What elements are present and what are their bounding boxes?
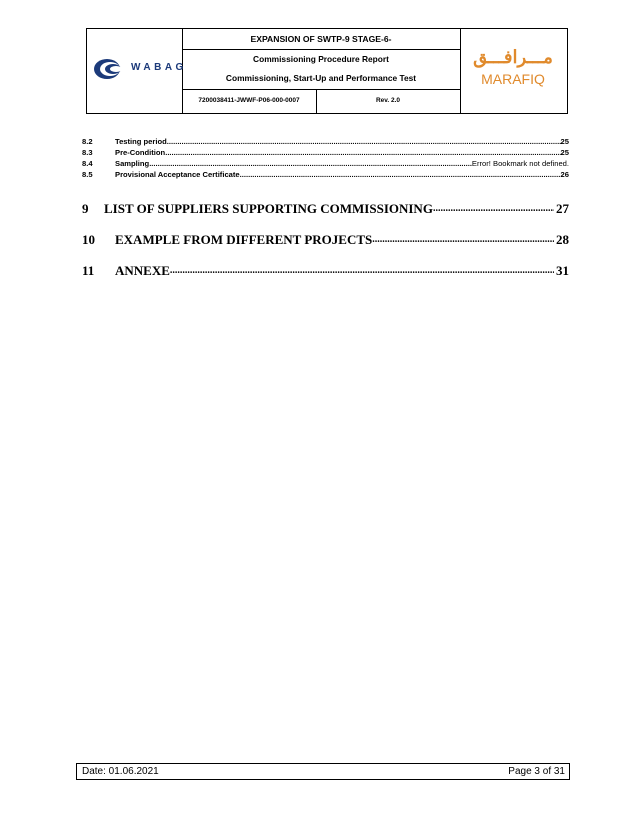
toc-title: Testing period xyxy=(115,137,167,146)
toc-number: 8.3 xyxy=(82,148,93,157)
toc-number: 8.4 xyxy=(82,159,93,168)
page-footer xyxy=(76,763,570,780)
header-divider xyxy=(460,29,461,113)
toc-number: 10 xyxy=(82,232,95,247)
footer-date: Date: 01.06.2021 xyxy=(82,766,159,777)
toc-leader xyxy=(170,263,554,279)
toc-page: 25 xyxy=(560,137,569,146)
toc-leader xyxy=(240,170,561,179)
document-revision: Rev. 2.0 xyxy=(375,97,401,104)
marafiq-logo-text: MARAFIQ xyxy=(481,71,545,87)
toc-page: Error! Bookmark not defined. xyxy=(471,159,569,168)
toc-page: 31 xyxy=(556,263,569,278)
wabag-logo xyxy=(93,57,187,81)
header-divider xyxy=(182,89,460,90)
toc-title: ANNEXE xyxy=(115,263,170,278)
toc-number: 8.5 xyxy=(82,170,93,179)
document-subtitle: Commissioning Procedure Report xyxy=(253,54,389,64)
toc-title: EXAMPLE FROM DIFFERENT PROJECTS xyxy=(115,232,373,247)
header-divider xyxy=(182,49,460,50)
toc-entry[interactable] xyxy=(82,159,569,170)
toc-title: Pre-Condition xyxy=(115,148,166,157)
toc-entry[interactable] xyxy=(82,263,569,279)
toc-page: 26 xyxy=(560,170,569,179)
toc-entry[interactable] xyxy=(82,137,569,148)
wabag-logo-text: WABAG xyxy=(131,62,187,73)
toc-page: 25 xyxy=(560,148,569,157)
toc-entry[interactable] xyxy=(82,148,569,159)
toc-leader xyxy=(167,137,561,146)
toc-entry[interactable] xyxy=(82,232,569,248)
toc-number: 9 xyxy=(82,201,89,216)
toc-title: Sampling xyxy=(115,159,150,168)
footer-page-number: Page 3 of 31 xyxy=(508,766,565,777)
toc-page: 28 xyxy=(556,232,569,247)
document-number: 7200038411-JWWF-P06-000-0007 xyxy=(198,97,300,104)
toc-number: 8.2 xyxy=(82,137,93,146)
toc-leader xyxy=(149,159,472,168)
document-subject: Commissioning, Start-Up and Performance Test xyxy=(225,73,417,83)
toc-leader xyxy=(372,232,554,248)
marafiq-arabic-text: مـــرافـــق xyxy=(473,47,553,67)
toc-title: LIST OF SUPPLIERS SUPPORTING COMMISSIONING xyxy=(104,201,433,216)
toc-entry[interactable] xyxy=(82,201,569,217)
toc-number: 11 xyxy=(82,263,95,278)
toc-page: 27 xyxy=(556,201,569,216)
toc-entry[interactable] xyxy=(82,170,569,181)
marafiq-logo xyxy=(465,47,565,91)
document-title: EXPANSION OF SWTP-9 STAGE-6- xyxy=(250,34,392,44)
toc-title: Provisional Acceptance Certificate xyxy=(115,170,240,179)
toc-leader xyxy=(165,148,560,157)
document-header xyxy=(86,28,568,114)
toc-leader xyxy=(433,201,554,217)
